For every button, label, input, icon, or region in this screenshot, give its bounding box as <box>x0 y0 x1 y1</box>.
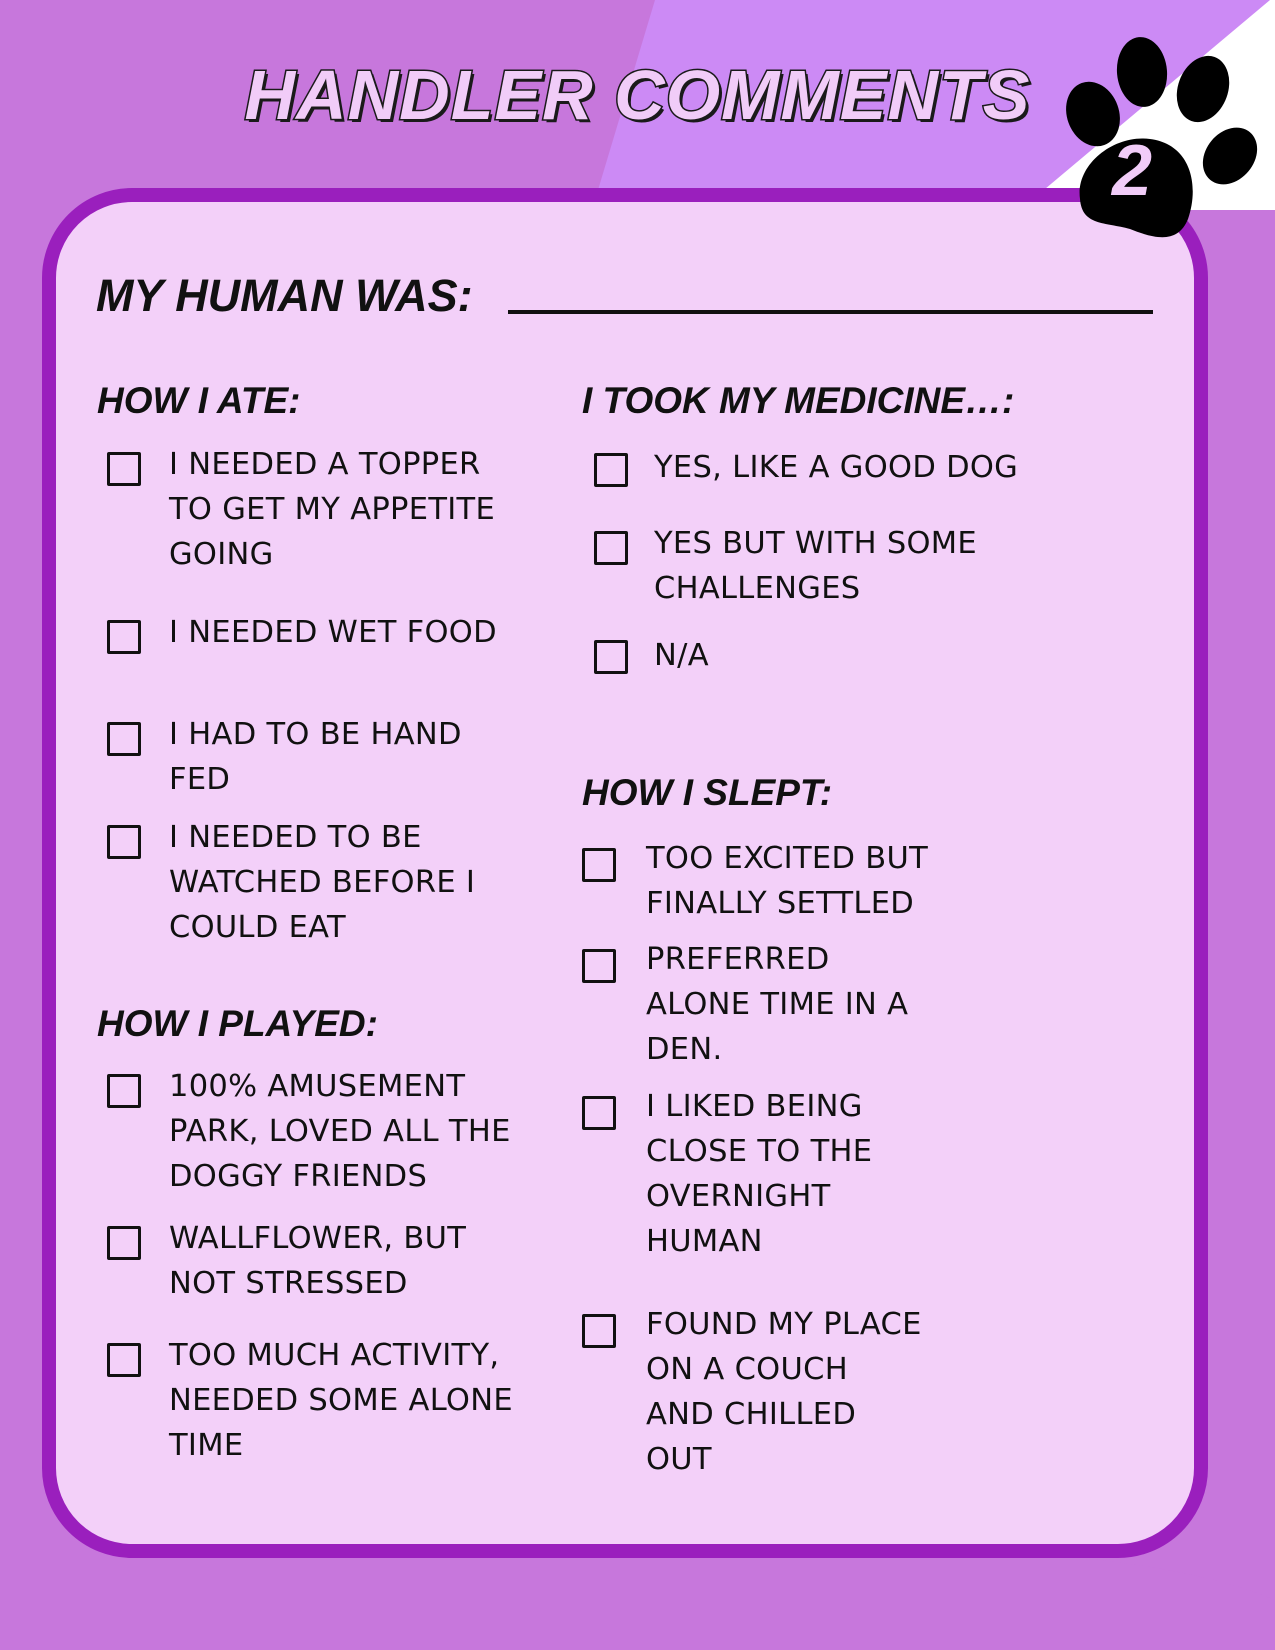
section-heading-slept: HOW I SLEPT: <box>582 772 833 813</box>
option-label: N/A <box>654 638 709 673</box>
checkbox[interactable] <box>594 531 628 565</box>
option-label: YES, LIKE A GOOD DOG <box>654 450 1019 485</box>
checkbox[interactable] <box>582 1096 616 1130</box>
option-label: TOO EXCITED BUT FINALLY SETTLED <box>646 841 929 921</box>
checkbox[interactable] <box>107 620 141 654</box>
section-heading-medicine: I TOOK MY MEDICINE…: <box>582 380 1015 421</box>
option-label: I LIKED BEING CLOSE TO THE OVERNIGHT HUMAN <box>646 1089 873 1259</box>
option-label: TOO MUCH ACTIVITY, NEEDED SOME ALONE TIME <box>169 1338 513 1463</box>
checkbox[interactable] <box>107 825 141 859</box>
option-label: I HAD TO BE HAND FED <box>169 717 462 797</box>
section-heading-ate: HOW I ATE: <box>97 380 301 421</box>
option-label: 100% AMUSEMENT PARK, LOVED ALL THE DOGGY FRIENDS <box>169 1069 511 1194</box>
human-name-line[interactable] <box>508 310 1153 314</box>
checkbox[interactable] <box>594 640 628 674</box>
option-label: PREFERRED ALONE TIME IN A DEN. <box>646 942 909 1067</box>
option-label: I NEEDED A TOPPER TO GET MY APPETITE GOING <box>169 447 496 572</box>
option-label: WALLFLOWER, BUT NOT STRESSED <box>169 1221 467 1301</box>
page-title: HANDLER COMMENTS <box>244 56 1031 134</box>
checkbox[interactable] <box>107 1226 141 1260</box>
checkbox[interactable] <box>582 1314 616 1348</box>
checkbox[interactable] <box>107 722 141 756</box>
checkbox[interactable] <box>582 949 616 983</box>
checkbox[interactable] <box>107 1074 141 1108</box>
option-label: I NEEDED TO BE WATCHED BEFORE I COULD EAT <box>169 820 476 945</box>
checkbox[interactable] <box>107 1343 141 1377</box>
option-label: FOUND MY PLACE ON A COUCH AND CHILLED OUT <box>646 1307 922 1477</box>
page-number-badge: 2 <box>1111 131 1153 211</box>
section-heading-played: HOW I PLAYED: <box>97 1003 378 1044</box>
checkbox[interactable] <box>582 848 616 882</box>
option-label: I NEEDED WET FOOD <box>169 615 497 650</box>
option-label: YES BUT WITH SOME CHALLENGES <box>654 526 977 606</box>
checkbox[interactable] <box>107 452 141 486</box>
human-prompt: MY HUMAN WAS: <box>96 270 473 321</box>
checkbox[interactable] <box>594 453 628 487</box>
